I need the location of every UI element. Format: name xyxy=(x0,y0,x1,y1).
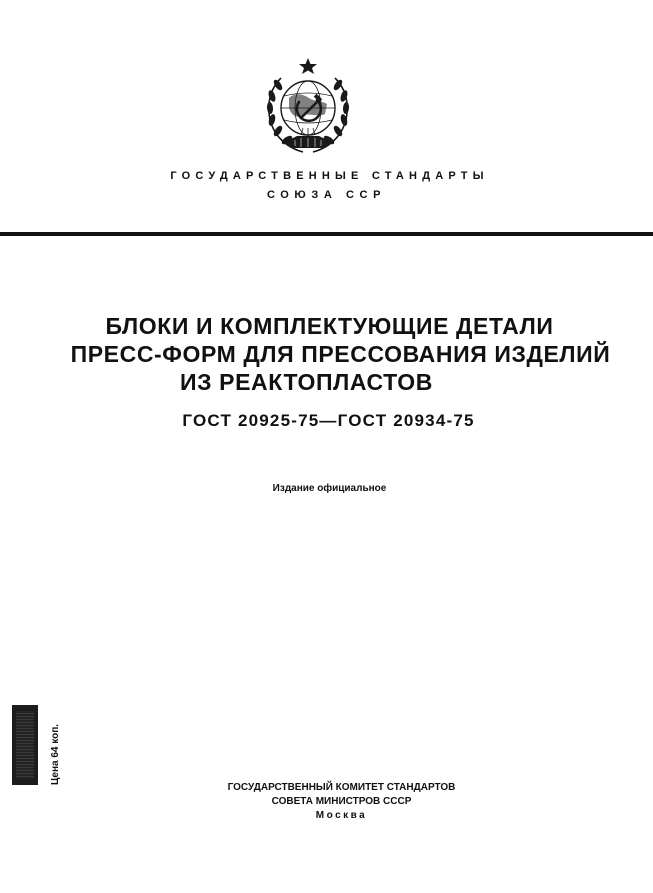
title-line3: ИЗ РЕАКТОПЛАСТОВ xyxy=(180,369,433,395)
publisher-line2: СОВЕТА МИНИСТРОВ СССР xyxy=(271,796,412,807)
publisher-city: Москва xyxy=(315,810,368,821)
publisher-line1: ГОСУДАРСТВЕННЫЙ КОМИТЕТ СТАНДАРТОВ xyxy=(227,782,456,793)
document-title xyxy=(0,312,653,396)
ussr-emblem-icon xyxy=(259,56,357,158)
standard-numbers: ГОСТ 20925-75—ГОСТ 20934-75 xyxy=(182,411,475,430)
edition-label: Издание официальное xyxy=(272,483,387,494)
header-divider xyxy=(0,232,653,236)
price-label: Цена 64 коп. xyxy=(50,723,61,785)
title-line1: БЛОКИ И КОМПЛЕКТУЮЩИЕ ДЕТАЛИ xyxy=(105,313,554,339)
title-line2: ПРЕСС-ФОРМ ДЛЯ ПРЕССОВАНИЯ ИЗДЕЛИЙ xyxy=(70,341,611,367)
series-title-line2: СОЮЗА ССР xyxy=(266,189,387,201)
price-block xyxy=(12,705,38,785)
series-title-line1: ГОСУДАРСТВЕННЫЕ СТАНДАРТЫ xyxy=(170,170,489,182)
